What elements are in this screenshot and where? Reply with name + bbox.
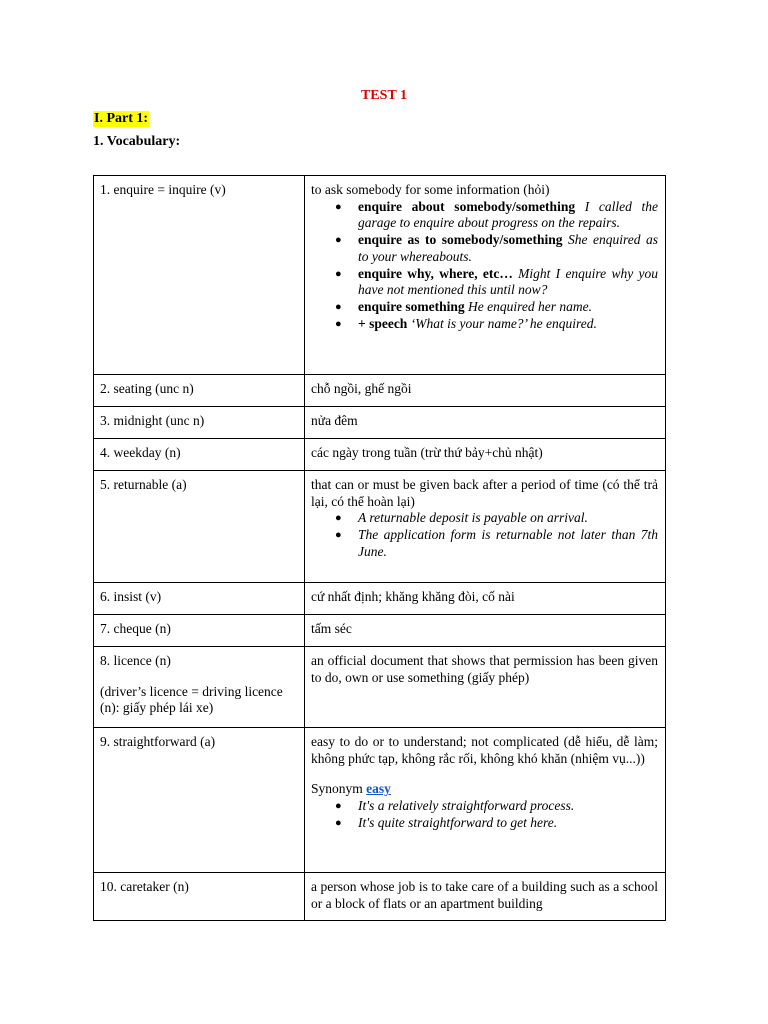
definition-cell bbox=[305, 439, 666, 471]
term: 6. insist (v) bbox=[100, 589, 162, 604]
list-item: ● enquire as to somebody/something She enquired as to your whereabouts. bbox=[335, 232, 658, 264]
term-cell bbox=[94, 873, 305, 921]
term: 4. weekday (n) bbox=[100, 445, 181, 460]
list-item: ● enquire about somebody/something I called the garage to enquire about progress on the repairs. bbox=[335, 198, 658, 231]
definition-cell bbox=[305, 375, 666, 407]
table-row bbox=[94, 439, 666, 471]
definition: a person whose job is to take care of a building such as a school or a block of flats or an apartment building bbox=[311, 879, 658, 911]
definition: tấm séc bbox=[311, 621, 352, 636]
vocabulary-table bbox=[93, 175, 666, 921]
page-title: TEST 1 bbox=[360, 88, 408, 103]
definition: chỗ ngồi, ghế ngồi bbox=[311, 381, 412, 396]
term: 3. midnight (unc n) bbox=[100, 413, 205, 428]
list-item: ● + speech ‘What is your name?’ he enquired. bbox=[335, 315, 597, 331]
definition-cell bbox=[305, 176, 666, 375]
term-cell bbox=[94, 407, 305, 439]
term: 10. caretaker (n) bbox=[100, 879, 189, 894]
definition-cell bbox=[305, 583, 666, 615]
term: 9. straightforward (a) bbox=[100, 734, 216, 749]
definition: nửa đêm bbox=[311, 413, 358, 428]
term-cell bbox=[94, 728, 305, 873]
section-heading: 1. Vocabulary: bbox=[93, 134, 181, 149]
table-row bbox=[94, 728, 666, 873]
term: 7. cheque (n) bbox=[100, 621, 171, 636]
synonym-line bbox=[311, 781, 658, 798]
table-row bbox=[94, 176, 666, 375]
definition: that can or must be given back after a period of time (có thể trả lại, có thể hoàn lại) bbox=[311, 477, 658, 509]
definition: to ask somebody for some information (hỏi) bbox=[311, 182, 550, 197]
table-row bbox=[94, 375, 666, 407]
definition-cell bbox=[305, 647, 666, 728]
term: 2. seating (unc n) bbox=[100, 381, 194, 396]
definition-cell bbox=[305, 873, 666, 921]
table-row bbox=[94, 615, 666, 647]
table-row bbox=[94, 647, 666, 728]
table-row bbox=[94, 873, 666, 921]
table-row bbox=[94, 407, 666, 439]
definition: easy to do or to understand; not complicated (dễ hiểu, dễ làm; không phức tạp, không rắc rối, không khó khăn (nhiệm vụ...)) bbox=[311, 734, 658, 766]
synonym-link[interactable]: easy bbox=[366, 781, 391, 797]
term: 8. licence (n) bbox=[100, 653, 171, 668]
definition-cell bbox=[305, 471, 666, 583]
term-cell bbox=[94, 615, 305, 647]
term: 1. enquire = inquire (v) bbox=[100, 182, 226, 197]
definition-cell bbox=[305, 728, 666, 873]
definition-cell bbox=[305, 615, 666, 647]
example-list bbox=[311, 199, 658, 333]
term-cell bbox=[94, 583, 305, 615]
synonym-label: Synonym bbox=[311, 781, 367, 797]
term-cell bbox=[94, 375, 305, 407]
definition: cứ nhất định; khăng khăng đòi, cố nài bbox=[311, 589, 515, 604]
part-heading: I. Part 1: bbox=[94, 111, 149, 126]
definition-cell bbox=[305, 407, 666, 439]
definition: các ngày trong tuần (trừ thứ bảy+chủ nhật) bbox=[311, 445, 543, 460]
list-item: ● It's a relatively straightforward process. bbox=[335, 798, 575, 814]
example-list bbox=[311, 510, 658, 560]
list-item: ● It's quite straightforward to get here. bbox=[335, 814, 558, 830]
list-item: ● The application form is returnable not later than 7th June. bbox=[335, 527, 658, 559]
term-cell bbox=[94, 647, 305, 728]
term-cell bbox=[94, 439, 305, 471]
table-row bbox=[94, 471, 666, 583]
term: 5. returnable (a) bbox=[100, 477, 187, 492]
example-list bbox=[311, 798, 658, 831]
term-cell bbox=[94, 176, 305, 375]
list-item: ● enquire why, where, etc… Might I enquire why you have not mentioned this until now? bbox=[335, 265, 658, 298]
table-row bbox=[94, 583, 666, 615]
definition: an official document that shows that permission has been given to do, own or use something (giấy phép) bbox=[311, 653, 658, 685]
list-item: ● enquire something He enquired her name. bbox=[335, 298, 592, 314]
term-cell bbox=[94, 471, 305, 583]
term-note: (driver’s licence = driving licence (n): giấy phép lái xe) bbox=[100, 683, 283, 716]
list-item: ● A returnable deposit is payable on arrival. bbox=[335, 510, 588, 526]
